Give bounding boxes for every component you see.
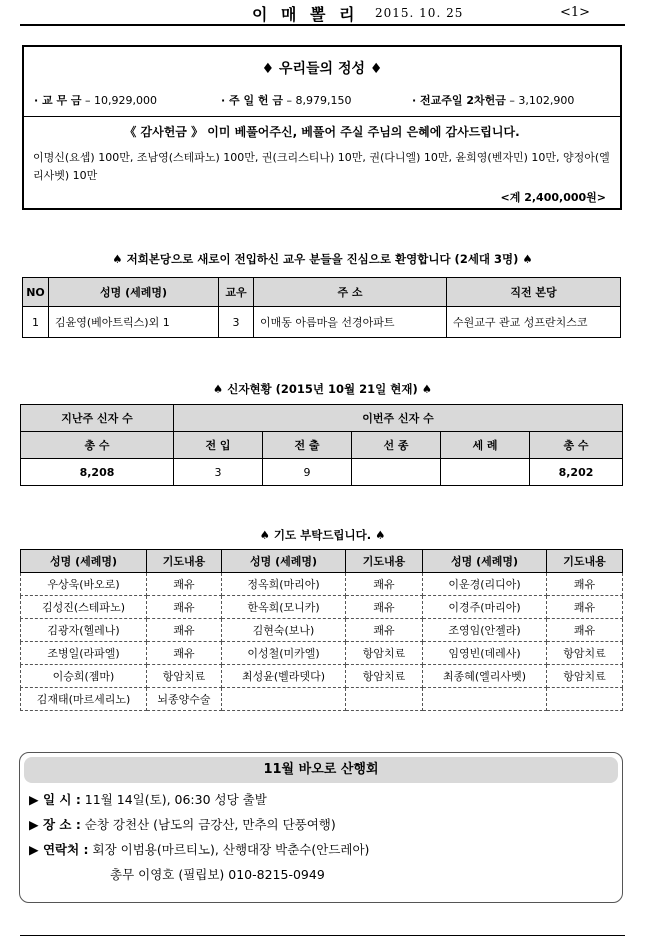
- table-cell: 항암치료: [147, 665, 222, 688]
- table-cell: 이운경(리디아): [423, 573, 547, 596]
- hiking-title: 11월 바오로 산행회: [24, 757, 618, 783]
- table-row: [21, 665, 623, 688]
- table-cell: 쾌유: [346, 619, 423, 642]
- column-header: 전 입: [174, 432, 263, 459]
- column-header: 성명 (세례명): [49, 278, 219, 307]
- table-cell: 김광자(헬레나): [21, 619, 147, 642]
- table-cell: 최성윤(벨라뎃다): [222, 665, 346, 688]
- offering-box: [22, 45, 622, 210]
- table-cell: [441, 459, 530, 486]
- offering-item-gyomugeum: · 교 무 금 – 10,929,000: [34, 94, 158, 107]
- table-cell: 임영빈(데레사): [423, 642, 547, 665]
- table-row: [21, 688, 623, 711]
- believers-title: ♠ 신자현황 (2015년 10월 21일 현재) ♠: [212, 382, 433, 396]
- table-header-row: [23, 278, 621, 307]
- table-row: [21, 573, 623, 596]
- table-cell: 항암치료: [346, 642, 423, 665]
- table-cell: 8,202: [530, 459, 623, 486]
- hiking-contact-extra: 총무 이영호 (필립보) 010-8215-0949: [110, 867, 325, 882]
- footer-line: [20, 935, 625, 936]
- offering-item-mission: · 전교주일 2차헌금 – 3,102,900: [412, 94, 575, 107]
- table-cell: 수원교구 관교 성프란치스코: [447, 307, 621, 338]
- table-header-row: [21, 432, 623, 459]
- column-header: 교우: [219, 278, 254, 307]
- table-cell: 이매동 아름마을 선경아파트: [254, 307, 447, 338]
- hiking-box: [19, 752, 623, 903]
- table-cell: 김성진(스테파노): [21, 596, 147, 619]
- column-header: 성명 (세례명): [423, 550, 547, 573]
- column-header: 총 수: [21, 432, 174, 459]
- column-header: 기도내용: [147, 550, 222, 573]
- divider: [24, 116, 620, 117]
- hiking-date: ▶ 일 시 : 11월 14일(토), 06:30 성당 출발: [29, 792, 267, 807]
- table-cell: 쾌유: [147, 642, 222, 665]
- bulletin-header: [20, 0, 625, 26]
- table-cell: 최종혜(엘리사벳): [423, 665, 547, 688]
- table-row: [21, 596, 623, 619]
- offering-title: ♦ 우리들의 정성 ♦: [261, 61, 383, 77]
- column-header: 선 종: [352, 432, 441, 459]
- table-cell: 뇌종양수술: [147, 688, 222, 711]
- thanks-heading: 《 감사헌금 》 이미 베풀어주신, 베풀어 주실 주님의 은혜에 감사드립니다.: [124, 125, 520, 139]
- offering-item-sunday: · 주 일 헌 금 – 8,979,150: [221, 94, 352, 107]
- prayer-table: [20, 549, 623, 711]
- column-header: 기도내용: [547, 550, 623, 573]
- table-cell: 항암치료: [547, 665, 623, 688]
- hiking-place: ▶ 장 소 : 순창 강천산 (남도의 금강산, 만추의 단풍여행): [29, 817, 336, 832]
- table-cell: 쾌유: [547, 596, 623, 619]
- bulletin-date: 2015. 10. 25: [375, 6, 464, 20]
- column-header: 기도내용: [346, 550, 423, 573]
- table-cell: 이성철(미카엘): [222, 642, 346, 665]
- table-cell: 우상욱(바오로): [21, 573, 147, 596]
- page-number: <1>: [560, 5, 591, 20]
- last-week-header: 지난주 신자 수: [21, 405, 174, 432]
- this-week-header: 이번주 신자 수: [174, 405, 623, 432]
- newcomers-table: [22, 277, 621, 338]
- table-cell: 8,208: [21, 459, 174, 486]
- table-row: [21, 459, 623, 486]
- column-header: 성명 (세례명): [222, 550, 346, 573]
- table-cell: [423, 688, 547, 711]
- column-header: 주 소: [254, 278, 447, 307]
- table-cell: [352, 459, 441, 486]
- table-cell: 쾌유: [547, 619, 623, 642]
- table-cell: 이경주(마리아): [423, 596, 547, 619]
- column-header: 성명 (세례명): [21, 550, 147, 573]
- newcomers-title: ♠ 저희본당으로 새로이 전입하신 교우 분들을 진심으로 환영합니다 (2세대 3명) ♠: [112, 252, 533, 266]
- table-cell: 항암치료: [547, 642, 623, 665]
- table-cell: 항암치료: [346, 665, 423, 688]
- column-header: 총 수: [530, 432, 623, 459]
- table-cell: 쾌유: [346, 573, 423, 596]
- table-row: [21, 642, 623, 665]
- believers-table: [20, 404, 623, 486]
- table-cell: 9: [263, 459, 352, 486]
- table-cell: 쾌유: [346, 596, 423, 619]
- donor-list: 이명신(요셉) 100만, 조남영(스테파노) 100만, 권(크리스티나) 10만, 권(다니엘) 10만, 윤희영(벤자민) 10만, 양정아(엘리사벳) 10만: [33, 151, 610, 182]
- table-cell: [346, 688, 423, 711]
- table-cell: 1: [23, 307, 49, 338]
- table-cell: 조영임(안젤라): [423, 619, 547, 642]
- column-header: NO: [23, 278, 49, 307]
- table-cell: 김재태(마르세리노): [21, 688, 147, 711]
- table-cell: 3: [174, 459, 263, 486]
- table-cell: 이승희(젬마): [21, 665, 147, 688]
- table-cell: 정옥희(마리아): [222, 573, 346, 596]
- thanks-total: <계 2,400,000원>: [500, 191, 606, 204]
- table-cell: 조병일(라파엘): [21, 642, 147, 665]
- table-cell: 쾌유: [147, 619, 222, 642]
- column-header: 전 출: [263, 432, 352, 459]
- table-cell: 한옥희(모니카): [222, 596, 346, 619]
- table-cell: 김현숙(보나): [222, 619, 346, 642]
- table-header-row: [21, 550, 623, 573]
- table-row: [21, 619, 623, 642]
- table-cell: 쾌유: [547, 573, 623, 596]
- column-header: 세 례: [441, 432, 530, 459]
- table-cell: 쾌유: [147, 596, 222, 619]
- hiking-contact: ▶ 연락처 : 회장 이범용(마르티노), 산행대장 박춘수(안드레아): [29, 842, 370, 857]
- table-row: [23, 307, 621, 338]
- table-cell: [222, 688, 346, 711]
- table-cell: [547, 688, 623, 711]
- table-cell: 3: [219, 307, 254, 338]
- table-cell: 김윤영(베아트릭스)외 1: [49, 307, 219, 338]
- bulletin-title: 이 매 뽈 리: [252, 5, 359, 24]
- table-cell: 쾌유: [147, 573, 222, 596]
- table-header-row: [21, 405, 623, 432]
- column-header: 직전 본당: [447, 278, 621, 307]
- prayer-title: ♠ 기도 부탁드립니다. ♠: [259, 528, 386, 542]
